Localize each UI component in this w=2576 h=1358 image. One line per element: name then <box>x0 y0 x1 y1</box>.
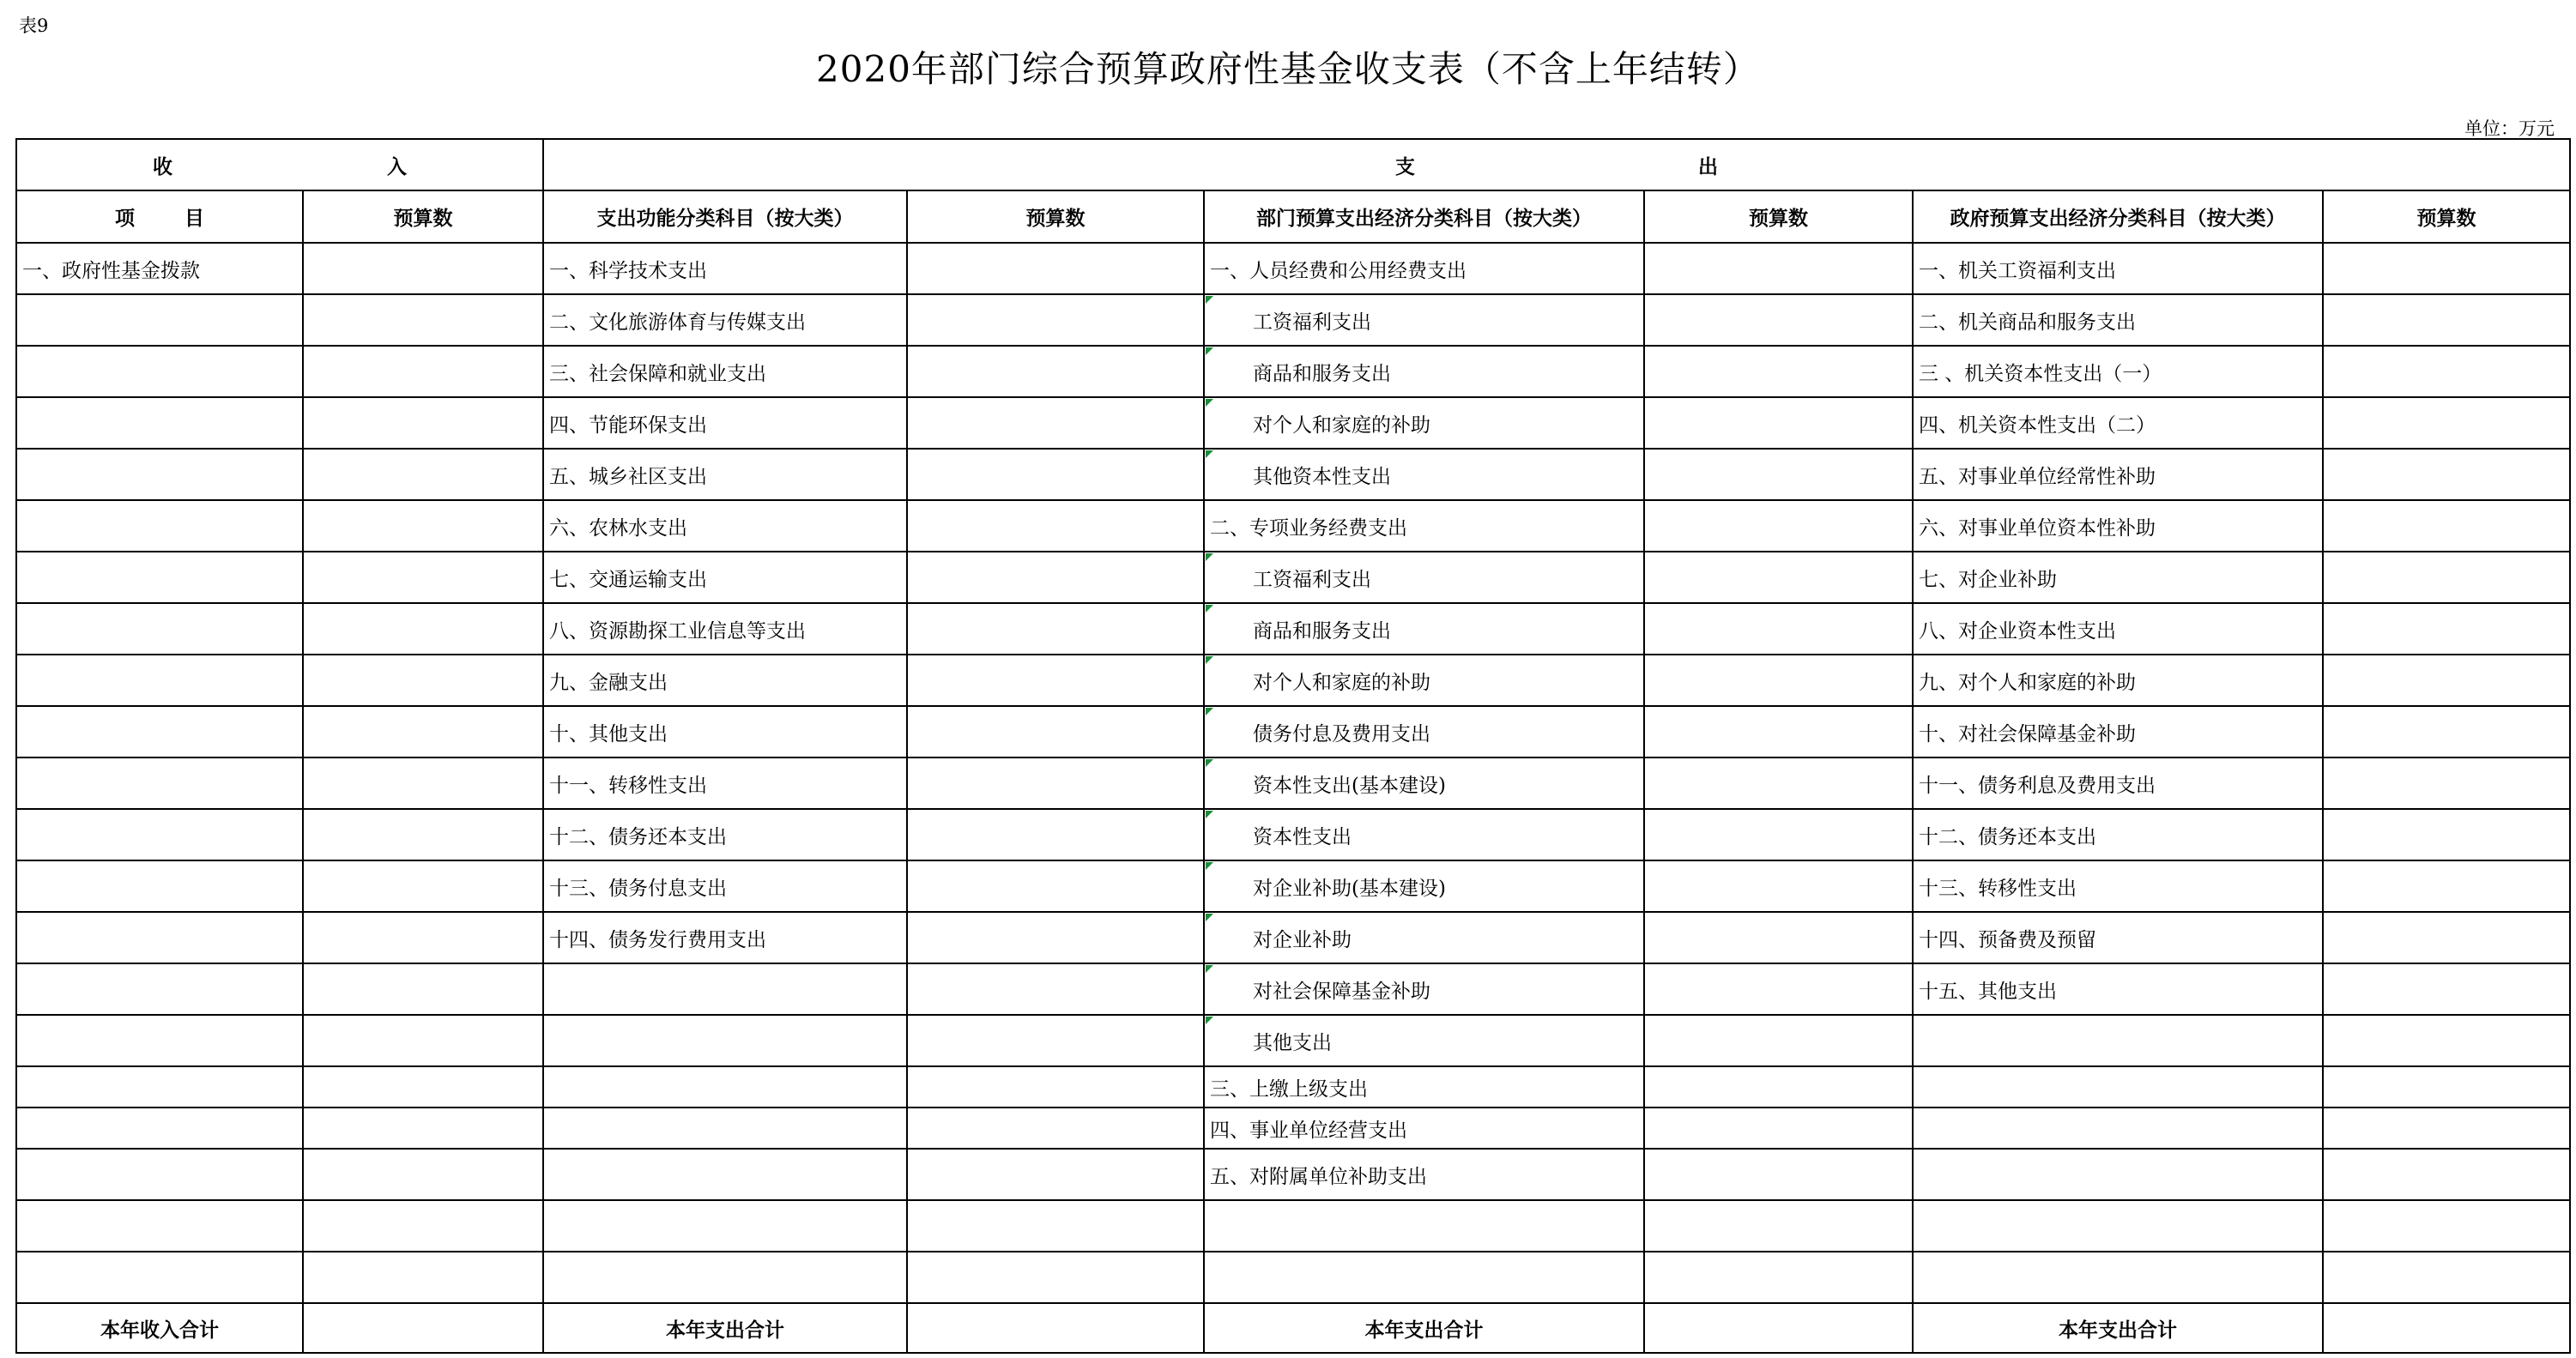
gov-econ-cell <box>1913 1066 2323 1108</box>
income-budget-cell <box>303 1108 543 1149</box>
table-row <box>16 1149 2570 1200</box>
col-dept-econ-header: 部门预算支出经济分类科目（按大类） <box>1204 190 1644 243</box>
income-item-cell <box>16 809 303 860</box>
func-budget-cell <box>907 346 1204 397</box>
dept-econ-cell: 对企业补助 <box>1204 912 1644 963</box>
income-item-cell <box>16 1252 303 1303</box>
table-row <box>16 757 2570 809</box>
income-item-cell <box>16 346 303 397</box>
income-item-cell <box>16 706 303 757</box>
gov-econ-cell: 十二、债务还本支出 <box>1913 809 2323 860</box>
dept-econ-cell: 四、事业单位经营支出 <box>1204 1108 1644 1149</box>
dept-econ-budget-cell <box>1644 1015 1913 1066</box>
income-budget-cell <box>303 346 543 397</box>
dept-econ-budget-cell <box>1644 757 1913 809</box>
table-row <box>16 449 2570 500</box>
gov-expense-total-value <box>2323 1303 2570 1353</box>
gov-econ-cell: 十、对社会保障基金补助 <box>1913 706 2323 757</box>
dept-econ-budget-cell <box>1644 963 1913 1015</box>
col-budget-header: 预算数 <box>303 190 543 243</box>
dept-econ-cell: 工资福利支出 <box>1204 294 1644 346</box>
func-budget-cell <box>907 860 1204 912</box>
table-row <box>16 500 2570 552</box>
table-row <box>16 1252 2570 1303</box>
gov-econ-cell <box>1913 1015 2323 1066</box>
gov-econ-budget-cell <box>2323 1066 2570 1108</box>
income-budget-cell <box>303 912 543 963</box>
income-budget-cell <box>303 757 543 809</box>
func-class-cell: 五、城乡社区支出 <box>543 449 907 500</box>
col-budget-header: 预算数 <box>907 190 1204 243</box>
income-item-cell <box>16 1149 303 1200</box>
income-item-cell <box>16 449 303 500</box>
func-budget-cell <box>907 397 1204 449</box>
page-title: 2020年部门综合预算政府性基金收支表（不含上年结转） <box>816 48 1760 90</box>
dept-econ-budget-cell <box>1644 706 1913 757</box>
table-row <box>16 1108 2570 1149</box>
income-item-cell <box>16 1015 303 1066</box>
func-class-cell: 四、节能环保支出 <box>543 397 907 449</box>
expense-header: 支 出 <box>543 139 2570 190</box>
func-budget-cell <box>907 500 1204 552</box>
income-budget-cell <box>303 1066 543 1108</box>
func-budget-cell <box>907 757 1204 809</box>
func-expense-total-label: 本年支出合计 <box>543 1303 907 1353</box>
income-budget-cell <box>303 1200 543 1252</box>
table-row <box>16 552 2570 603</box>
func-class-cell: 九、金融支出 <box>543 655 907 706</box>
budget-table <box>15 138 2571 1354</box>
dept-econ-cell: 债务付息及费用支出 <box>1204 706 1644 757</box>
income-total-label: 本年收入合计 <box>16 1303 303 1353</box>
func-class-cell: 八、资源勘探工业信息等支出 <box>543 603 907 655</box>
gov-econ-budget-cell <box>2323 603 2570 655</box>
gov-econ-cell: 一、机关工资福利支出 <box>1913 243 2323 294</box>
dept-econ-budget-cell <box>1644 243 1913 294</box>
gov-econ-budget-cell <box>2323 706 2570 757</box>
gov-econ-cell: 十五、其他支出 <box>1913 963 2323 1015</box>
dept-econ-budget-cell <box>1644 294 1913 346</box>
table-row <box>16 655 2570 706</box>
table-row <box>16 243 2570 294</box>
gov-econ-budget-cell <box>2323 912 2570 963</box>
dept-econ-budget-cell <box>1644 346 1913 397</box>
gov-econ-cell <box>1913 1108 2323 1149</box>
header-row-group <box>16 139 2570 190</box>
func-budget-cell <box>907 1108 1204 1149</box>
income-budget-cell <box>303 1015 543 1066</box>
income-budget-cell <box>303 449 543 500</box>
income-item-cell <box>16 397 303 449</box>
func-class-cell: 十二、债务还本支出 <box>543 809 907 860</box>
func-budget-cell <box>907 809 1204 860</box>
dept-econ-cell: 工资福利支出 <box>1204 552 1644 603</box>
func-class-cell: 十三、债务付息支出 <box>543 860 907 912</box>
dept-econ-cell: 资本性支出(基本建设) <box>1204 757 1644 809</box>
col-budget-header: 预算数 <box>2323 190 2570 243</box>
totals-row <box>16 1303 2570 1353</box>
income-header: 收 入 <box>16 139 543 190</box>
func-class-cell <box>543 1108 907 1149</box>
income-budget-cell <box>303 1252 543 1303</box>
income-budget-cell <box>303 706 543 757</box>
table-row <box>16 397 2570 449</box>
func-budget-cell <box>907 1149 1204 1200</box>
func-class-cell <box>543 1252 907 1303</box>
func-budget-cell <box>907 1015 1204 1066</box>
dept-econ-cell: 其他资本性支出 <box>1204 449 1644 500</box>
income-item-cell <box>16 1108 303 1149</box>
dept-econ-cell: 商品和服务支出 <box>1204 346 1644 397</box>
gov-econ-cell: 六、对事业单位资本性补助 <box>1913 500 2323 552</box>
dept-econ-budget-cell <box>1644 552 1913 603</box>
func-budget-cell <box>907 243 1204 294</box>
income-item-cell <box>16 963 303 1015</box>
income-item-cell <box>16 1066 303 1108</box>
income-budget-cell <box>303 963 543 1015</box>
func-class-cell <box>543 1149 907 1200</box>
func-class-cell <box>543 963 907 1015</box>
gov-econ-cell: 十四、预备费及预留 <box>1913 912 2323 963</box>
dept-econ-cell: 对个人和家庭的补助 <box>1204 655 1644 706</box>
gov-econ-budget-cell <box>2323 346 2570 397</box>
func-budget-cell <box>907 294 1204 346</box>
dept-econ-budget-cell <box>1644 655 1913 706</box>
gov-econ-budget-cell <box>2323 655 2570 706</box>
income-total-value <box>303 1303 543 1353</box>
col-item-header: 项 目 <box>16 190 303 243</box>
gov-econ-budget-cell <box>2323 1252 2570 1303</box>
gov-econ-budget-cell <box>2323 809 2570 860</box>
gov-econ-cell: 二、机关商品和服务支出 <box>1913 294 2323 346</box>
dept-econ-cell: 二、专项业务经费支出 <box>1204 500 1644 552</box>
dept-econ-budget-cell <box>1644 1066 1913 1108</box>
dept-econ-cell: 对社会保障基金补助 <box>1204 963 1644 1015</box>
dept-econ-budget-cell <box>1644 860 1913 912</box>
income-item-cell <box>16 294 303 346</box>
func-class-cell: 一、科学技术支出 <box>543 243 907 294</box>
table-row <box>16 1015 2570 1066</box>
gov-econ-budget-cell <box>2323 552 2570 603</box>
income-item-cell <box>16 757 303 809</box>
income-item-cell <box>16 860 303 912</box>
income-budget-cell <box>303 809 543 860</box>
gov-econ-cell: 八、对企业资本性支出 <box>1913 603 2323 655</box>
func-class-cell: 十一、转移性支出 <box>543 757 907 809</box>
income-item-cell <box>16 912 303 963</box>
gov-econ-budget-cell <box>2323 1108 2570 1149</box>
gov-econ-cell: 四、机关资本性支出（二） <box>1913 397 2323 449</box>
table-row <box>16 294 2570 346</box>
func-budget-cell <box>907 912 1204 963</box>
gov-econ-cell <box>1913 1252 2323 1303</box>
gov-econ-budget-cell <box>2323 1015 2570 1066</box>
gov-econ-cell: 九、对个人和家庭的补助 <box>1913 655 2323 706</box>
gov-econ-budget-cell <box>2323 1149 2570 1200</box>
gov-econ-budget-cell <box>2323 963 2570 1015</box>
income-budget-cell <box>303 552 543 603</box>
gov-econ-cell: 五、对事业单位经常性补助 <box>1913 449 2323 500</box>
income-item-cell <box>16 655 303 706</box>
income-budget-cell <box>303 500 543 552</box>
dept-econ-budget-cell <box>1644 1149 1913 1200</box>
gov-econ-cell: 七、对企业补助 <box>1913 552 2323 603</box>
income-budget-cell <box>303 294 543 346</box>
income-item-cell <box>16 603 303 655</box>
gov-econ-budget-cell <box>2323 757 2570 809</box>
dept-econ-budget-cell <box>1644 1108 1913 1149</box>
dept-econ-budget-cell <box>1644 1252 1913 1303</box>
dept-econ-cell: 三、上缴上级支出 <box>1204 1066 1644 1108</box>
income-budget-cell <box>303 603 543 655</box>
dept-econ-cell: 商品和服务支出 <box>1204 603 1644 655</box>
gov-econ-budget-cell <box>2323 860 2570 912</box>
func-class-cell <box>543 1066 907 1108</box>
gov-expense-total-label: 本年支出合计 <box>1913 1303 2323 1353</box>
gov-econ-cell: 十三、转移性支出 <box>1913 860 2323 912</box>
func-budget-cell <box>907 1200 1204 1252</box>
func-budget-cell <box>907 655 1204 706</box>
dept-expense-total-value <box>1644 1303 1913 1353</box>
col-func-class-header: 支出功能分类科目（按大类） <box>543 190 907 243</box>
table-row <box>16 860 2570 912</box>
dept-econ-cell: 对企业补助(基本建设) <box>1204 860 1644 912</box>
func-class-cell: 十、其他支出 <box>543 706 907 757</box>
dept-expense-total-label: 本年支出合计 <box>1204 1303 1644 1353</box>
dept-econ-budget-cell <box>1644 500 1913 552</box>
gov-econ-cell <box>1913 1200 2323 1252</box>
table-row <box>16 706 2570 757</box>
header-row-columns <box>16 190 2570 243</box>
income-item-cell <box>16 1200 303 1252</box>
func-budget-cell <box>907 552 1204 603</box>
dept-econ-cell: 五、对附属单位补助支出 <box>1204 1149 1644 1200</box>
gov-econ-budget-cell <box>2323 1200 2570 1252</box>
gov-econ-budget-cell <box>2323 500 2570 552</box>
income-budget-cell <box>303 243 543 294</box>
gov-econ-budget-cell <box>2323 243 2570 294</box>
unit-label: 单位：万元 <box>2464 118 2555 139</box>
table-row <box>16 809 2570 860</box>
func-class-cell: 三、社会保障和就业支出 <box>543 346 907 397</box>
table-number: 表9 <box>19 15 49 36</box>
dept-econ-budget-cell <box>1644 1200 1913 1252</box>
income-budget-cell <box>303 860 543 912</box>
dept-econ-cell: 一、人员经费和公用经费支出 <box>1204 243 1644 294</box>
func-budget-cell <box>907 963 1204 1015</box>
col-budget-header: 预算数 <box>1644 190 1913 243</box>
table-row <box>16 963 2570 1015</box>
func-budget-cell <box>907 1252 1204 1303</box>
dept-econ-budget-cell <box>1644 809 1913 860</box>
func-class-cell: 七、交通运输支出 <box>543 552 907 603</box>
gov-econ-cell <box>1913 1149 2323 1200</box>
dept-econ-cell: 资本性支出 <box>1204 809 1644 860</box>
table-row <box>16 346 2570 397</box>
func-class-cell: 二、文化旅游体育与传媒支出 <box>543 294 907 346</box>
func-budget-cell <box>907 603 1204 655</box>
dept-econ-cell: 对个人和家庭的补助 <box>1204 397 1644 449</box>
income-item-cell <box>16 552 303 603</box>
func-class-cell: 六、农林水支出 <box>543 500 907 552</box>
func-class-cell <box>543 1015 907 1066</box>
func-expense-total-value <box>907 1303 1204 1353</box>
table-row <box>16 1066 2570 1108</box>
gov-econ-budget-cell <box>2323 294 2570 346</box>
col-gov-econ-header: 政府预算支出经济分类科目（按大类） <box>1913 190 2323 243</box>
dept-econ-cell <box>1204 1200 1644 1252</box>
income-item-cell <box>16 500 303 552</box>
func-budget-cell <box>907 706 1204 757</box>
income-budget-cell <box>303 1149 543 1200</box>
gov-econ-cell: 三 、机关资本性支出（一） <box>1913 346 2323 397</box>
table-row <box>16 912 2570 963</box>
dept-econ-budget-cell <box>1644 912 1913 963</box>
table-row <box>16 1200 2570 1252</box>
income-budget-cell <box>303 655 543 706</box>
gov-econ-budget-cell <box>2323 449 2570 500</box>
dept-econ-budget-cell <box>1644 397 1913 449</box>
func-class-cell: 十四、债务发行费用支出 <box>543 912 907 963</box>
income-item-cell: 一、政府性基金拨款 <box>16 243 303 294</box>
gov-econ-cell: 十一、债务利息及费用支出 <box>1913 757 2323 809</box>
gov-econ-budget-cell <box>2323 397 2570 449</box>
func-budget-cell <box>907 1066 1204 1108</box>
income-budget-cell <box>303 397 543 449</box>
dept-econ-cell <box>1204 1252 1644 1303</box>
dept-econ-budget-cell <box>1644 449 1913 500</box>
dept-econ-budget-cell <box>1644 603 1913 655</box>
table-row <box>16 603 2570 655</box>
func-budget-cell <box>907 449 1204 500</box>
dept-econ-cell: 其他支出 <box>1204 1015 1644 1066</box>
func-class-cell <box>543 1200 907 1252</box>
